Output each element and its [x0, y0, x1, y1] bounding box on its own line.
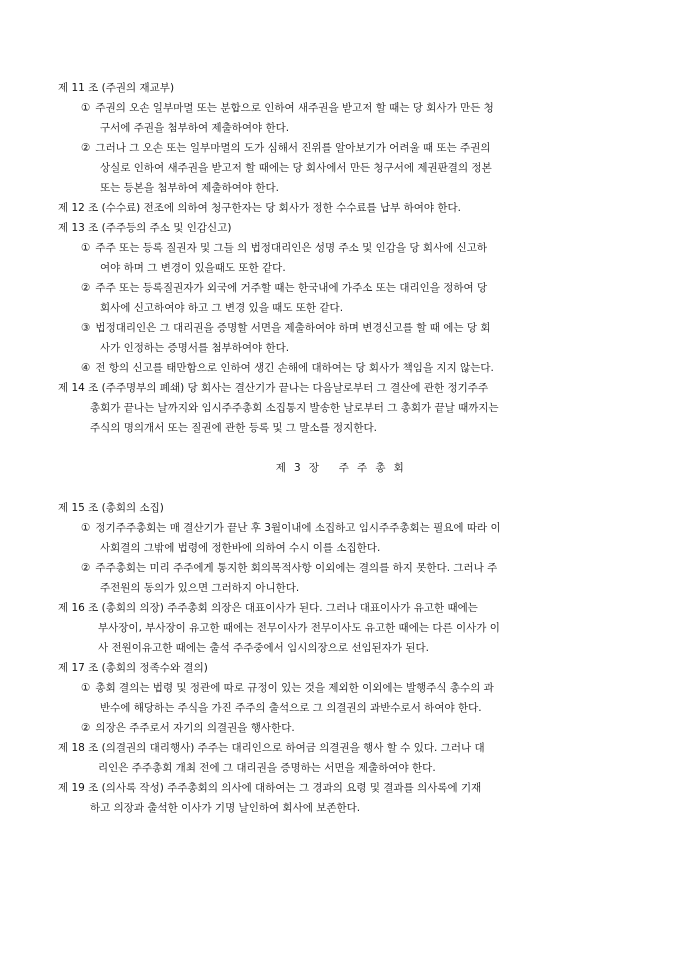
article-19: 제 19 조 (의사록 작성) 주주총회의 의사에 대하여는 그 경과의 요령 및 결과를 의사록에 기재	[58, 782, 482, 794]
item-number: ①	[81, 102, 91, 114]
item-text: 주주 또는 등록 질권자 및 그들 의 법정대리인은 성명 주소 및 인감을 당 회사에 신고하	[95, 242, 488, 254]
article-17-heading: 제 17 조 (총회의 정족수와 결의)	[58, 662, 208, 674]
item-number: ①	[81, 242, 91, 254]
article-11-item-1-cont: 구서에 주권을 첨부하여 제출하여야 한다.	[100, 122, 290, 134]
article-16-cont: 사 전원이유고한 때에는 출석 주주중에서 임시의장으로 선임된자가 된다.	[98, 642, 429, 654]
article-15-item-2-cont: 주전원의 동의가 있으면 그러하지 아니한다.	[100, 582, 300, 594]
item-text: 총회 결의는 법령 및 정관에 따로 규정이 있는 것을 제외한 이외에는 발행주식 총수의 과	[95, 682, 494, 694]
article-17-item-1	[81, 681, 494, 695]
article-15-item-2	[81, 561, 497, 575]
article-19-cont: 하고 의장과 출석한 이사가 기명 날인하여 회사에 보존한다.	[90, 802, 361, 814]
article-13-item-1	[81, 241, 487, 255]
item-number: ③	[81, 322, 91, 334]
article-11-heading: 제 11 조 (주권의 재교부)	[58, 82, 175, 94]
article-13-item-3	[81, 321, 490, 335]
article-11-item-1	[81, 101, 494, 115]
article-13-item-3-cont: 사가 인정하는 증명서를 첨부하여야 한다.	[100, 342, 290, 354]
item-text: 그러나 그 오손 또는 일부마멸의 도가 심해서 진위를 알아보기가 어려울 때 또는 주권의	[95, 142, 491, 154]
article-12: 제 12 조 (수수료) 전조에 의하여 청구한자는 당 회사가 정한 수수료를 납부 하여야 한다.	[58, 202, 461, 214]
item-text: 주권의 오손 일부마멸 또는 분합으로 인하여 새주권을 받고저 할 때는 당 회사가 만든 청	[95, 102, 494, 114]
article-13-item-1-cont: 여야 하며 그 변경이 있을때도 또한 같다.	[100, 262, 286, 274]
article-15-item-1	[81, 521, 501, 535]
item-text: 의장은 주주로서 자기의 의결권을 행사한다.	[95, 722, 295, 734]
chapter-heading: 제 3 장 주 주 총 회	[275, 462, 405, 474]
item-number: ①	[81, 522, 91, 534]
article-18-cont: 리인은 주주총회 개최 전에 그 대리권을 증명하는 서면을 제출하여야 한다.	[98, 762, 436, 774]
item-text: 법정대리인은 그 대리권을 증명할 서면을 제출하여야 하며 변경신고를 할 때 에는 당 회	[95, 322, 491, 334]
article-14: 제 14 조 (주주명부의 폐쇄) 당 회사는 결산기가 끝나는 다음날로부터 그 결산에 관한 정기주주	[58, 382, 489, 394]
item-text: 주주총회는 미리 주주에게 통지한 회의목적사항 이외에는 결의를 하지 못한다. 그러나 주	[95, 562, 498, 574]
article-14-cont: 주식의 명의개서 또는 질권에 관한 등록 및 그 말소를 정지한다.	[90, 422, 377, 434]
article-11-item-2-cont: 또는 등본을 첨부하여 제출하여야 한다.	[100, 182, 279, 194]
article-14-cont: 총회가 끝나는 날까지와 임시주주총회 소집통지 발송한 날로부터 그 총회가 끝날 때까지는	[90, 402, 499, 414]
article-17-item-1-cont: 반수에 해당하는 주식을 가진 주주의 출석으로 그 의결권의 과반수로서 하여야 한다.	[100, 702, 482, 714]
article-15-heading: 제 15 조 (총회의 소집)	[58, 502, 164, 514]
article-16-cont: 부사장이, 부사장이 유고한 때에는 전무이사가 전무이사도 유고한 때에는 다른 이사가 이	[98, 622, 500, 634]
article-11-item-2-cont: 상실로 인하여 새주권을 받고저 할 때에는 당 회사에서 만든 청구서에 제권판결의 정본	[100, 162, 492, 174]
item-number: ②	[81, 722, 91, 734]
article-16: 제 16 조 (총회의 의장) 주주총회 의장은 대표이사가 된다. 그러나 대표이사가 유고한 때에는	[58, 602, 478, 614]
item-number: ①	[81, 682, 91, 694]
article-13-item-4	[81, 361, 494, 375]
article-13-item-2	[81, 281, 487, 295]
item-text: 전 항의 신고를 태만함으로 인하여 생긴 손해에 대하여는 당 회사가 책임을 지지 않는다.	[95, 362, 494, 374]
article-11-item-2	[81, 141, 490, 155]
article-17-item-2	[81, 721, 295, 735]
item-number: ②	[81, 282, 91, 294]
article-18: 제 18 조 (의결권의 대리행사) 주주는 대리인으로 하여금 의결권을 행사 할 수 있다. 그러나 대	[58, 742, 485, 754]
article-13-heading: 제 13 조 (주주등의 주소 및 인감신고)	[58, 222, 232, 234]
item-text: 주주 또는 등록질권자가 외국에 거주할 때는 한국내에 가주소 또는 대리인을 정하여 당	[95, 282, 488, 294]
article-15-item-1-cont: 사회결의 그밖에 법령에 정한바에 의하여 수시 이를 소집한다.	[100, 542, 381, 554]
item-number: ②	[81, 562, 91, 574]
article-13-item-2-cont: 회사에 신고하여야 하고 그 변경 있을 때도 또한 같다.	[100, 302, 344, 314]
item-number: ②	[81, 142, 91, 154]
item-text: 정기주주총회는 매 결산기가 끝난 후 3월이내에 소집하고 임시주주총회는 필요에 따라 이	[95, 522, 501, 534]
item-number: ④	[81, 362, 91, 374]
